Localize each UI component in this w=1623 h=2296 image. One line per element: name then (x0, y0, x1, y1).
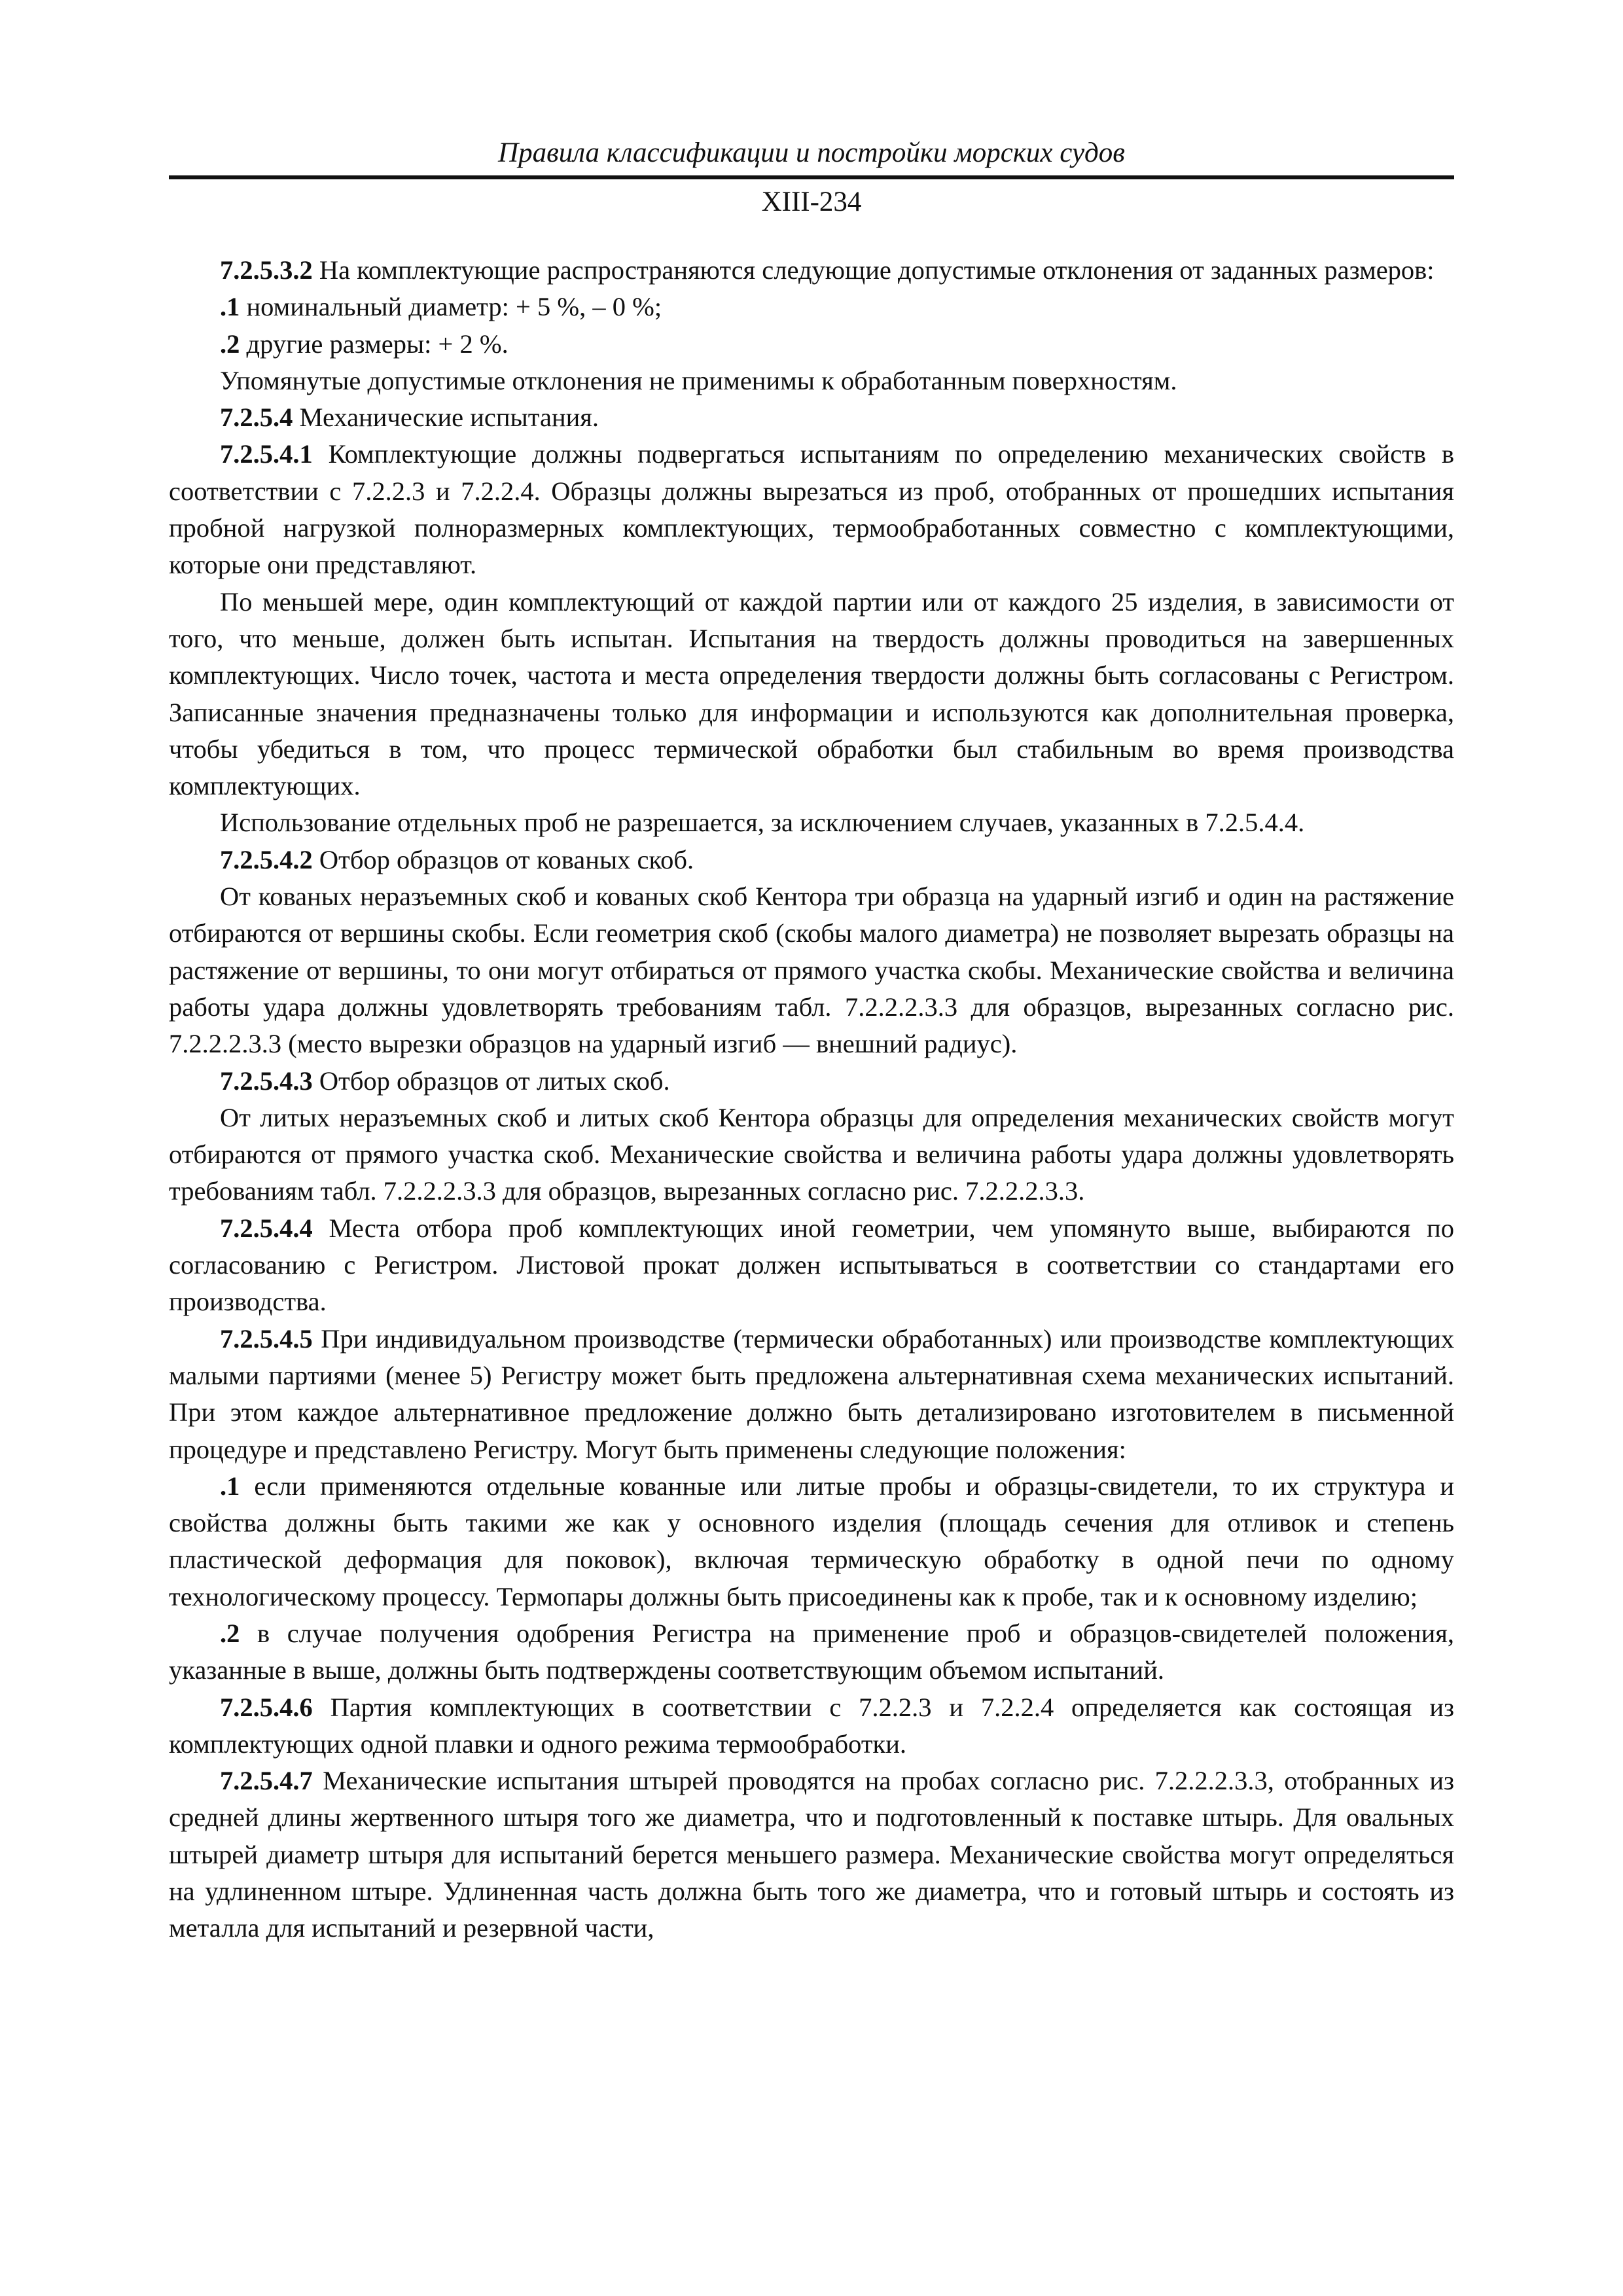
paragraph-text: На комплектующие распространяются следующие допустимые отклонения от заданных размеров: (312, 255, 1435, 285)
paragraph (169, 289, 1454, 325)
page-number: XIII-234 (761, 187, 862, 217)
header-rule (169, 175, 1454, 179)
paragraph (169, 1321, 1454, 1468)
clause-number: 7.2.5.4.4 (220, 1213, 313, 1243)
paragraph-text: Отбор образцов от литых скоб. (312, 1066, 670, 1096)
paragraph (169, 399, 1454, 436)
paragraph (169, 842, 1454, 878)
paragraph-text: Места отбора проб комплектующих иной геометрии, чем упомянуто выше, выбираются по согласованию с Регистром. Листовой прокат должен испытываться в соответствии со стандартами его производства. (169, 1213, 1454, 1317)
body-text (169, 252, 1454, 1947)
clause-number: 7.2.5.4.2 (220, 844, 313, 874)
clause-number: .2 (220, 1618, 240, 1648)
paragraph (169, 1615, 1454, 1689)
paragraph-text: От кованых неразъемных скоб и кованых скоб Кентора три образца на ударный изгиб и один на растяжение отбираются от вершины скобы. Если геометрия скоб (скобы малого диаметра) не позволяет вырезать образцы на растяжение от вершины, то они могут отбираться от прямого участка скобы. Механические свойства и величина работы удара должны удовлетворять требованиям табл. 7.2.2.2.3.3 для образцов, вырезанных согласно рис. 7.2.2.2.3.3 (место вырезки образцов на ударный изгиб — внешний радиус). (169, 882, 1454, 1059)
paragraph (169, 1063, 1454, 1100)
clause-number: 7.2.5.4.6 (220, 1692, 313, 1722)
paragraph (169, 252, 1454, 289)
clause-number: .1 (220, 1471, 240, 1501)
paragraph (169, 326, 1454, 363)
paragraph-text: Комплектующие должны подвергаться испытаниям по определению механических свойств в соответствии с 7.2.2.3 и 7.2.2.4. Образцы должны вырезаться из проб, отобранных от прошедших испытания пробной нагрузкой полноразмерных комплектующих, термообработанных совместно с комплектующими, которые они представляют. (169, 439, 1454, 580)
paragraph-text: Механические испытания. (293, 403, 599, 433)
paragraph-text: в случае получения одобрения Регистра на применение проб и образцов-свидетелей положения, указанные в выше, должны быть подтверждены соответствующим объемом испытаний. (169, 1618, 1454, 1685)
clause-number: 7.2.5.4.1 (220, 439, 313, 469)
paragraph-text: другие размеры: + 2 %. (240, 329, 508, 359)
running-title: Правила классификации и постройки морских судов (498, 137, 1125, 168)
clause-number: 7.2.5.4.7 (220, 1766, 313, 1796)
clause-number: 7.2.5.4.5 (220, 1323, 313, 1354)
paragraph-text: При индивидуальном производстве (термически обработанных) или производстве комплектующих малыми партиями (менее 5) Регистру может быть предложена альтернативная схема механических испытаний. При этом каждое альтернативное предложение должно быть детализировано изготовителем в письменной процедуре и представлено Регистру. Могут быть применены следующие положения: (169, 1323, 1454, 1464)
clause-number: .2 (220, 329, 240, 359)
paragraph-text: Партия комплектующих в соответствии с 7.2.2.3 и 7.2.2.4 определяется как состоящая из комплектующих одной плавки и одного режима термообработки. (169, 1692, 1454, 1759)
paragraph (169, 436, 1454, 583)
paragraph-text: номинальный диаметр: + 5 %, – 0 %; (240, 292, 662, 322)
paragraph (169, 878, 1454, 1062)
paragraph-text: От литых неразъемных скоб и литых скоб Кентора образцы для определения механических свойств могут отбираются от прямого участка скоб. Механические свойства и величина работы удара должны удовлетворять требованиям табл. 7.2.2.2.3.3 для образцов, вырезанных согласно рис. 7.2.2.2.3.3. (169, 1102, 1454, 1206)
clause-number: 7.2.5.3.2 (220, 255, 313, 285)
paragraph-text: если применяются отдельные кованные или литые пробы и образцы-свидетели, то их структура и свойства должны быть такими же как у основного изделия (площадь сечения для отливок и степень пластической деформация для поковок), включая термическую обработку в одной печи по одному технологическому процессу. Термопары должны быть присоединены как к пробе, так и к основному изделию; (169, 1471, 1454, 1611)
paragraph (169, 1468, 1454, 1615)
paragraph-text: Отбор образцов от кованых скоб. (312, 844, 694, 874)
paragraph (169, 1763, 1454, 1946)
paragraph (169, 1210, 1454, 1321)
paragraph (169, 584, 1454, 805)
paragraph (169, 804, 1454, 841)
clause-number: 7.2.5.4.3 (220, 1066, 313, 1096)
paragraph (169, 363, 1454, 399)
paragraph-text: Использование отдельных проб не разрешается, за исключением случаев, указанных в 7.2.5.4.4. (220, 808, 1305, 838)
paragraph-text: Механические испытания штырей проводятся на пробах согласно рис. 7.2.2.2.3.3, отобранных из средней длины жертвенного штыря того же диаметра, что и подготовленный к поставке штырь. Для овальных штырей диаметр штыря для испытаний берется меньшего размера. Механические свойства могут определяться на удлиненном штыре. Удлиненная часть должна быть того же диаметра, что и готовый штырь и состоять из металла для испытаний и резервной части, (169, 1766, 1454, 1943)
paragraph (169, 1100, 1454, 1210)
paragraph (169, 1689, 1454, 1763)
paragraph-text: По меньшей мере, один комплектующий от каждой партии или от каждого 25 изделия, в зависимости от того, что меньше, должен быть испытан. Испытания на твердость должны проводиться на завершенных комплектующих. Число точек, частота и места определения твердости должны быть согласованы с Регистром. Записанные значения предназначены только для информации и используются как дополнительная проверка, чтобы убедиться в том, что процесс термической обработки был стабильным во время производства комплектующих. (169, 586, 1454, 801)
clause-number: .1 (220, 292, 240, 322)
clause-number: 7.2.5.4 (220, 403, 293, 433)
paragraph-text: Упомянутые допустимые отклонения не применимы к обработанным поверхностям. (220, 365, 1177, 395)
